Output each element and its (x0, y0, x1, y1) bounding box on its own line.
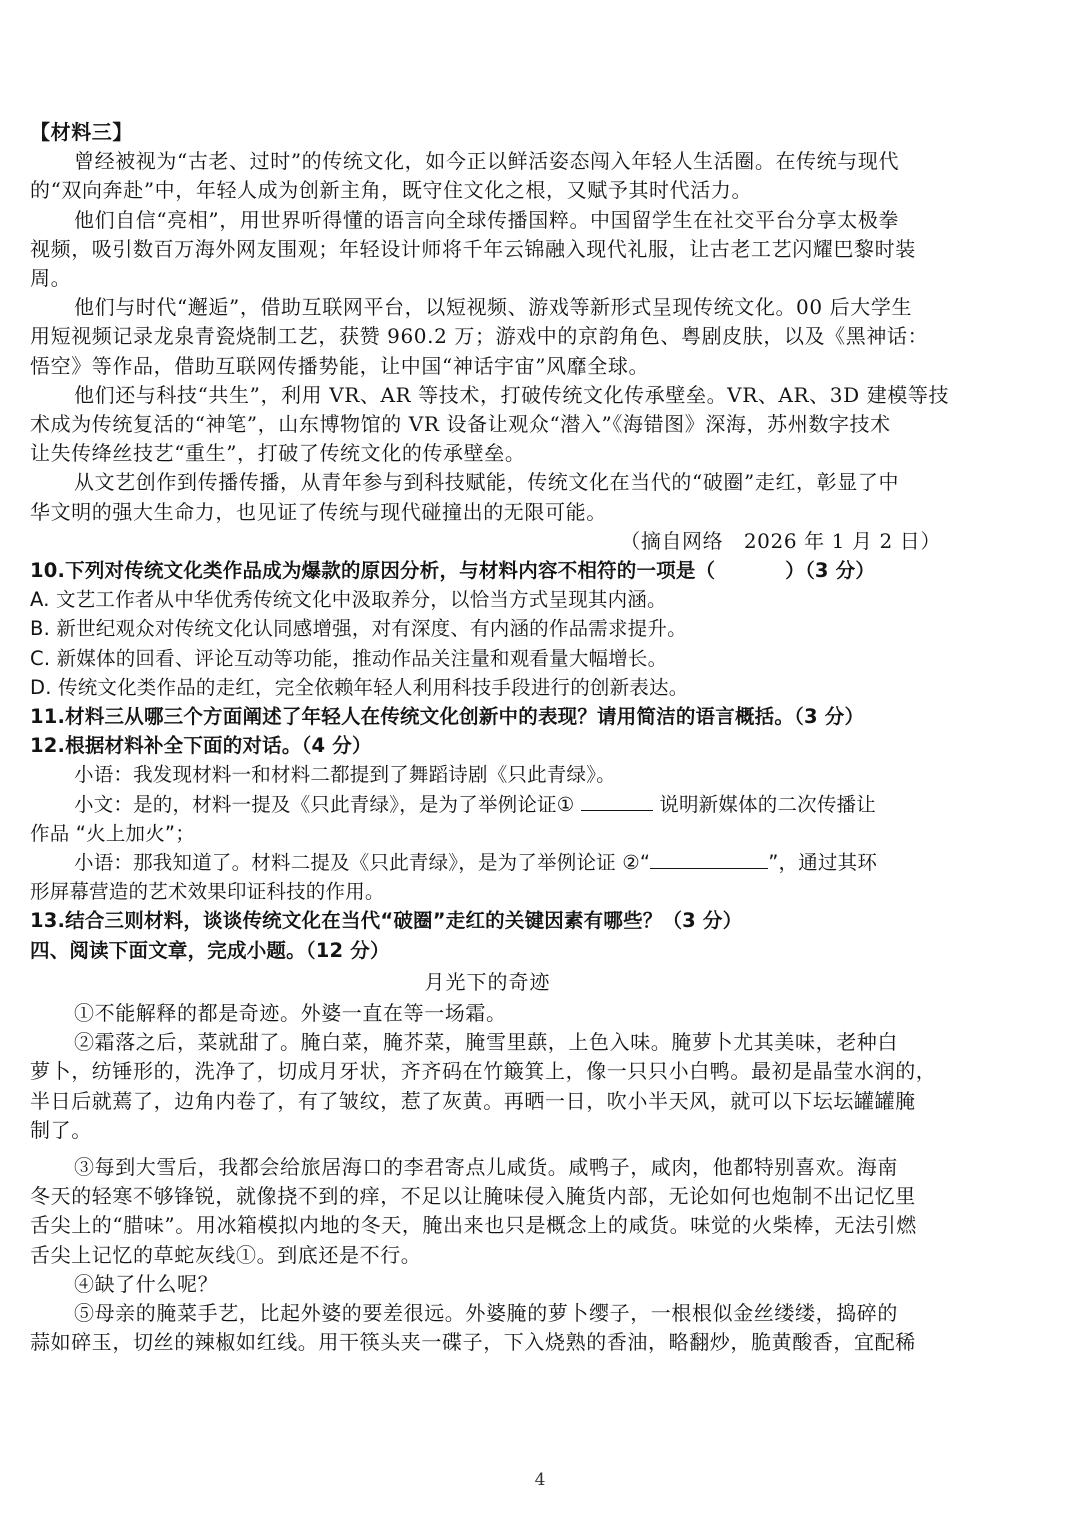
essay-line: 蒜如碎玉，切丝的辣椒如红线。用干筷头夹一碟子，下入烧熟的香油，略翻炒，脆黄酸香，宜配稀 (30, 1330, 916, 1355)
material-line: 他们自信“亮相”，用世界听得懂的语言向全球传播国粹。中国留学生在社交平台分享太极拳 (74, 207, 900, 232)
page-number: 4 (534, 1470, 546, 1490)
material-line: 他们还与科技“共生”，利用 VR、AR 等技术，打破传统文化传承壁垒。VR、AR、3D 建模等技 (74, 382, 950, 407)
essay-line: 制了。 (30, 1117, 92, 1142)
material-line: 周。 (30, 266, 72, 291)
essay-line: 舌尖上的“腊味”。用冰箱模拟内地的冬天，腌出来也只是概念上的咸货。味觉的火柴棒，无法引燃 (30, 1213, 917, 1238)
material-line: 华文明的强大生命力，也见证了传统与现代碰撞出的无限可能。 (30, 499, 607, 524)
material-line: 让失传绛丝技艺“重生”，打破了传统文化的传承壁垒。 (30, 441, 526, 466)
dialogue-text: 说明新媒体的二次传播让 (659, 792, 876, 816)
dialogue-line (30, 790, 945, 819)
material-line: 曾经被视为“古老、过时”的传统文化，如今正以鲜活姿态闯入年轻人生活圈。在传统与现代 (74, 149, 900, 174)
material-line: 视频，吸引数百万海外网友围观；年轻设计师将千年云锦融入现代礼服，让古老工艺闪耀巴黎时装 (30, 236, 916, 261)
essay-line: ②霜落之后，菜就甜了。腌白菜，腌芥菜，腌雪里蕻，上色入味。腌萝卜尤其美味，老种白 (74, 1030, 898, 1055)
essay-line: 冬天的轻寒不够锋锐，就像挠不到的痒，不足以让腌味侵入腌货内部，无论如何也炮制不出记忆里 (30, 1184, 916, 1209)
essay-line: ①不能解释的都是奇迹。外婆一直在等一场霜。 (74, 1000, 507, 1025)
dialogue-text: 小文：是的，材料一提及《只此青绿》，是为了举例论证① (74, 792, 575, 816)
essay-line: ③每到大雪后，我都会给旅居海口的李君寄点儿咸货。咸鸭子，咸肉，他都特别喜欢。海南 (74, 1154, 898, 1179)
material-line: 用短视频记录龙泉青瓷烧制工艺，获赞 960.2 万；游戏中的京韵角色、粤剧皮肤，以及《黑神话： (30, 324, 929, 349)
material-line: 悟空》等作品，借助互联网传播势能，让中国“神话宇宙”风靡全球。 (30, 353, 650, 378)
material-line: 从文艺创作到传播传播，从青年参与到科技赋能，传统文化在当代的“破圈”走红，彰显了中 (74, 470, 900, 495)
material-body (30, 147, 950, 527)
question-10 (30, 556, 945, 585)
essay-line: 萝卜，纺锤形的，洗净了，切成月牙状，齐齐码在竹簸箕上，像一只只小白鸭。最初是晶莹水润的， (30, 1059, 937, 1084)
question-10-stem: 10.下列对传统文化类作品成为爆款的原因分析，与材料内容不相符的一项是（ (30, 559, 716, 583)
material-heading: 【材料三】 (30, 120, 133, 144)
material-line: 的“双向奔赴”中，年轻人成为创新主角，既守住文化之根，又赋予其时代活力。 (30, 178, 753, 203)
question-12: 12.根据材料补全下面的对话。（4 分） (30, 734, 372, 758)
essay-body (30, 999, 945, 1357)
dialogue-line: 形屏幕营造的艺术效果印证科技的作用。 (30, 880, 385, 904)
essay-title: 月光下的奇迹 (424, 969, 551, 994)
question-10-score: ）（3 分） (785, 559, 876, 583)
fill-blank-1[interactable] (581, 790, 653, 811)
essay-line: ⑤母亲的腌菜手艺，比起外婆的要差很远。外婆腌的萝卜缨子，一根根似金丝缕缕，捣碎的 (74, 1300, 898, 1325)
source-note: （摘自网络 2026 年 1 月 2 日） (620, 528, 941, 553)
question-13: 13.结合三则材料，谈谈传统文化在当代“破圈”走红的关键因素有哪些？（3 分） (30, 909, 743, 933)
section-heading: 四、阅读下面文章，完成小题。（12 分） (30, 938, 390, 962)
essay-line: 舌尖上记忆的草蛇灰线①。到底还是不行。 (30, 1242, 422, 1267)
material-line: 他们与时代“邂逅”，借助互联网平台，以短视频、游戏等新形式呈现传统文化。00 后大学生 (74, 295, 913, 320)
option-a: A. 文艺工作者从中华优秀传统文化中汲取养分，以恰当方式呈现其内涵。 (30, 588, 667, 612)
dialogue-line: 小语：我发现材料一和材料二都提到了舞蹈诗剧《只此青绿》。 (74, 763, 616, 787)
dialogue-text: 小语：那我知道了。材料二提及《只此青绿》，是为了举例论证 ②“ (74, 851, 651, 875)
fill-blank-2[interactable] (650, 848, 768, 869)
essay-line: 半日后就蔫了，边角内卷了，有了皱纹，惹了灰黄。再晒一日，吹小半天风，就可以下坛坛罐罐腌 (30, 1088, 916, 1113)
material-line: 术成为传统复活的“神笔”，山东博物馆的 VR 设备让观众“潜入”《海错图》深海，苏州数字技术 (30, 412, 891, 437)
dialogue-line (30, 848, 945, 877)
exam-page (30, 118, 950, 1357)
dialogue-line: 作品 “火上加火”； (30, 821, 195, 845)
option-c: C. 新媒体的回看、评论互动等功能，推动作品关注量和观看量大幅增长。 (30, 646, 668, 670)
essay-line: ④缺了什么呢？ (74, 1271, 219, 1296)
question-11: 11.材料三从哪三个方面阐述了年轻人在传统文化创新中的表现？请用简洁的语言概括。（3 分） (30, 705, 865, 729)
dialogue-text: ”，通过其环 (768, 851, 878, 875)
option-d: D. 传统文化类作品的走红，完全依赖年轻人利用科技手段进行的创新表达。 (30, 675, 689, 699)
option-b: B. 新世纪观众对传统文化认同感增强，对有深度、有内涵的作品需求提升。 (30, 617, 687, 641)
